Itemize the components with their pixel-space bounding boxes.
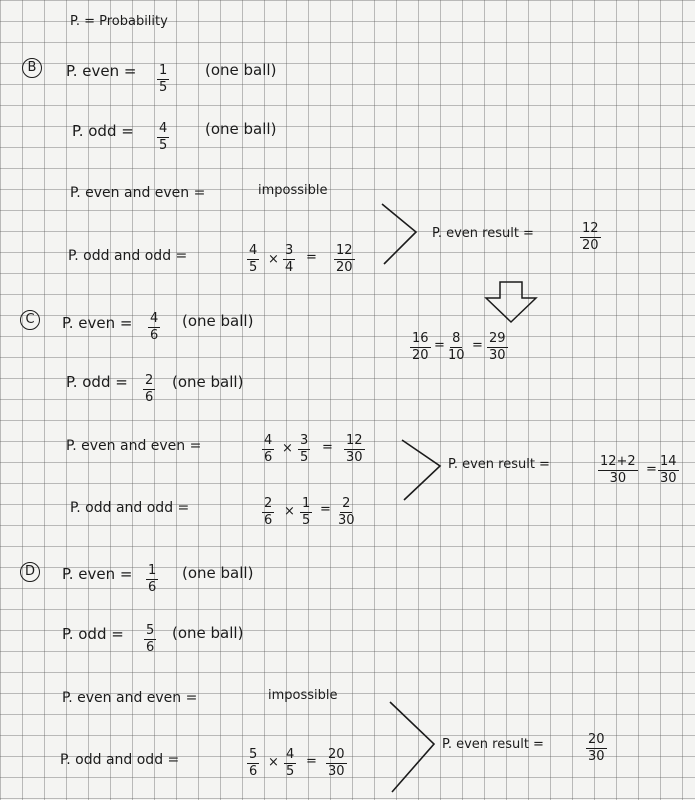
d-odd-odd-fraction-1 (247, 748, 259, 779)
c-even-even-fraction-1 (262, 434, 274, 465)
denominator: 6 (264, 513, 273, 528)
b-even-fraction (157, 64, 169, 95)
denominator: 30 (660, 471, 677, 486)
denominator: 30 (338, 513, 355, 528)
multiply-sign: × (268, 755, 279, 770)
d-even-even-label: P. even and even = (62, 690, 198, 706)
denominator: 10 (448, 348, 465, 363)
b-even-even-label: P. even and even = (70, 185, 206, 201)
d-odd-fraction (144, 624, 156, 655)
c-odd-fraction (143, 374, 155, 405)
denominator: 5 (159, 138, 168, 153)
c-result-fraction-2 (658, 455, 679, 486)
denominator: 30 (609, 471, 627, 486)
denominator: 6 (150, 328, 159, 343)
numerator: 12 (582, 221, 599, 236)
denominator: 6 (148, 580, 157, 595)
c-even-fraction (148, 312, 160, 343)
numerator: 5 (146, 623, 155, 638)
c-even-label: P. even = (62, 314, 133, 332)
numerator: 4 (264, 433, 273, 448)
c-odd-odd-label: P. odd and odd = (70, 500, 190, 516)
multiply-sign: × (282, 441, 293, 456)
b-odd-note: (one ball) (205, 120, 277, 138)
denominator: 6 (249, 764, 258, 779)
brace-b (380, 200, 420, 268)
denominator: 5 (249, 260, 258, 275)
c-even-note: (one ball) (182, 312, 254, 330)
c-odd-odd-fraction-2 (300, 497, 312, 528)
numerator: 4 (286, 747, 295, 762)
equals-sign: = (306, 250, 317, 265)
numerator: 20 (328, 747, 345, 762)
denominator: 6 (145, 390, 154, 405)
numerator: 14 (660, 454, 677, 469)
c-even-even-result (344, 434, 365, 465)
denominator: 6 (146, 640, 155, 655)
d-result-fraction (586, 733, 607, 764)
equals-sign: = (322, 440, 333, 455)
numerator: 4 (249, 243, 258, 258)
numerator: 20 (588, 732, 605, 747)
c-odd-note: (one ball) (172, 373, 244, 391)
brace-d (388, 700, 438, 796)
denominator: 5 (286, 764, 295, 779)
equals-sign: = (320, 502, 331, 517)
brace-c (400, 436, 444, 504)
d-even-note: (one ball) (182, 564, 254, 582)
numerator: 12+2 (600, 454, 636, 469)
section-marker-b: B (22, 58, 42, 78)
b-even-label: P. even = (66, 62, 137, 80)
denominator: 30 (346, 450, 363, 465)
equals-sign: = (306, 754, 317, 769)
d-even-label: P. even = (62, 565, 133, 583)
numerator: 2 (145, 373, 154, 388)
denominator: 5 (159, 80, 168, 95)
simplify-fraction-1 (410, 332, 431, 363)
equals-sign: = (646, 462, 657, 477)
d-odd-odd-result (326, 748, 347, 779)
section-marker-c: C (20, 310, 40, 330)
d-odd-label: P. odd = (62, 625, 124, 643)
b-odd-odd-fraction-2 (283, 244, 295, 275)
denominator: 30 (489, 348, 506, 363)
denominator: 20 (336, 260, 353, 275)
b-odd-odd-fraction-1 (247, 244, 259, 275)
d-odd-note: (one ball) (172, 624, 244, 642)
numerator: 8 (452, 331, 461, 346)
b-even-note: (one ball) (205, 61, 277, 79)
denominator: 20 (412, 348, 429, 363)
d-even-fraction (146, 564, 158, 595)
numerator: 3 (285, 243, 294, 258)
b-odd-odd-result (334, 244, 355, 275)
d-result-label: P. even result = (442, 737, 544, 752)
numerator: 4 (150, 311, 159, 326)
b-odd-fraction (157, 122, 169, 153)
b-result-label: P. even result = (432, 226, 534, 241)
numerator: 5 (249, 747, 258, 762)
probability-definition: P. = Probability (70, 14, 168, 29)
numerator: 2 (264, 496, 273, 511)
c-result-label: P. even result = (448, 457, 550, 472)
denominator: 6 (264, 450, 273, 465)
numerator: 3 (300, 433, 309, 448)
numerator: 12 (346, 433, 363, 448)
b-even-even-value: impossible (258, 183, 328, 198)
numerator: 4 (159, 121, 168, 136)
numerator: 12 (336, 243, 353, 258)
b-odd-label: P. odd = (72, 122, 134, 140)
denominator: 30 (588, 749, 605, 764)
d-odd-odd-label: P. odd and odd = (60, 752, 180, 768)
d-odd-odd-fraction-2 (284, 748, 296, 779)
b-result-fraction (580, 222, 601, 253)
denominator: 30 (328, 764, 345, 779)
b-odd-odd-label: P. odd and odd = (68, 248, 188, 264)
section-marker-d: D (20, 562, 40, 582)
numerator: 1 (302, 496, 311, 511)
c-result-fraction (598, 455, 638, 486)
simplify-fraction-2 (448, 332, 465, 363)
numerator: 1 (159, 63, 168, 78)
c-even-even-fraction-2 (298, 434, 310, 465)
denominator: 4 (285, 260, 294, 275)
denominator: 5 (300, 450, 309, 465)
numerator: 2 (342, 496, 351, 511)
equals-sign: = (472, 338, 483, 353)
c-odd-odd-result (338, 497, 355, 528)
c-even-even-label: P. even and even = (66, 438, 202, 454)
c-odd-label: P. odd = (66, 373, 128, 391)
equals-sign: = (434, 338, 445, 353)
denominator: 20 (582, 238, 599, 253)
denominator: 5 (302, 513, 311, 528)
simplify-fraction-3 (487, 332, 508, 363)
down-arrow-icon (484, 280, 540, 326)
c-odd-odd-fraction-1 (262, 497, 274, 528)
numerator: 16 (412, 331, 429, 346)
numerator: 29 (489, 331, 506, 346)
d-even-even-value: impossible (268, 688, 338, 703)
multiply-sign: × (268, 252, 279, 267)
multiply-sign: × (284, 504, 295, 519)
numerator: 1 (148, 563, 157, 578)
